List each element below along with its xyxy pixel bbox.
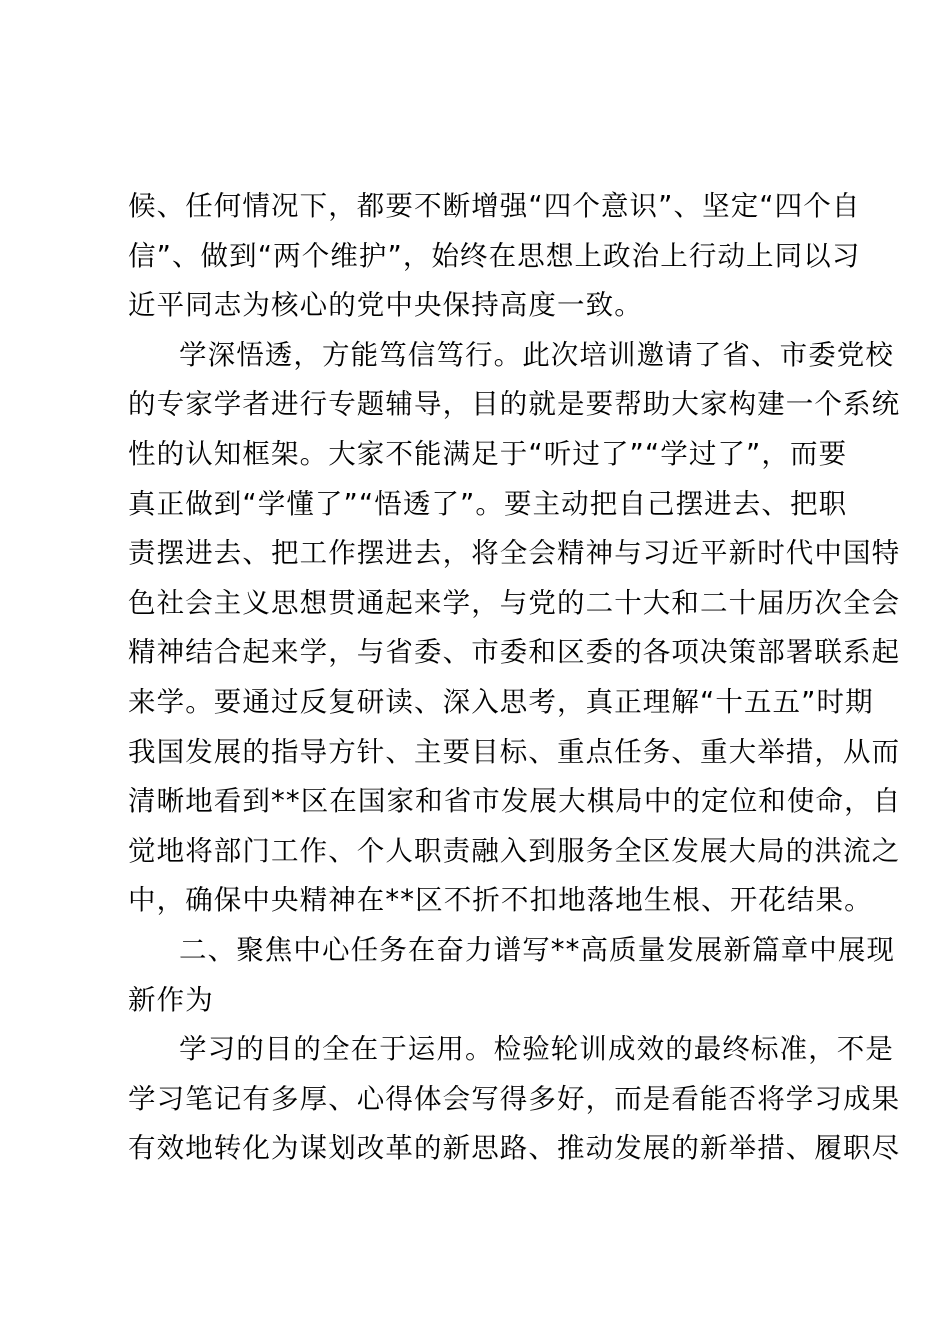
text-line: 清晰地看到**区在国家和省市发展大棋局中的定位和使命，自 xyxy=(128,785,902,818)
text-line: 候、任何情况下，都要不断增强“四个意识”、坚定“四个自 xyxy=(128,190,861,222)
text-line: 来学。要通过反复研读、深入思考，真正理解“十五五”时期 xyxy=(128,685,874,718)
text-line: 学习笔记有多厚、心得体会写得多好，而是看能否将学习成果 xyxy=(128,1082,901,1115)
paragraph-study-deeply xyxy=(128,331,902,926)
text-line: 近平同志为核心的党中央保持高度一致。 xyxy=(128,289,643,322)
text-line: 我国发展的指导方针、主要目标、重点任务、重大举措，从而 xyxy=(128,735,901,768)
text-line: 觉地将部门工作、个人职责融入到服务全区发展大局的洪流之 xyxy=(128,834,901,867)
text-line: 责摆进去、把工作摆进去，将全会精神与习近平新时代中国特 xyxy=(128,537,901,570)
text-line: 性的认知框架。大家不能满足于“听过了”“学过了”，而要 xyxy=(128,437,848,470)
text-line: 信”、做到“两个维护”，始终在思想上政治上行动上同以习 xyxy=(128,239,861,272)
text-line: 学习的目的全在于运用。检验轮训成效的最终标准，不是 xyxy=(179,1033,894,1066)
text-line: 色社会主义思想贯通起来学，与党的二十大和二十届历次全会 xyxy=(128,586,901,619)
text-line: 学深悟透，方能笃信笃行。此次培训邀请了省、市委党校 xyxy=(179,338,894,371)
text-line: 真正做到“学懂了”“悟透了”。要主动把自己摆进去、把职 xyxy=(128,487,848,520)
section-heading xyxy=(128,926,896,1025)
document-body xyxy=(128,182,902,1174)
text-line: 中，确保中央精神在**区不折不扣地落地生根、开花结果。 xyxy=(128,884,873,917)
paragraph-continuation xyxy=(128,182,861,331)
text-line: 有效地转化为谋划改革的新思路、推动发展的新举措、履职尽 xyxy=(128,1132,901,1165)
paragraph-application xyxy=(128,1025,901,1174)
heading-line: 二、聚焦中心任务在奋力谱写**高质量发展新篇章中展现 xyxy=(179,933,896,966)
heading-line: 新作为 xyxy=(128,983,214,1016)
text-line: 的专家学者进行专题辅导，目的就是要帮助大家构建一个系统 xyxy=(128,388,901,421)
text-line: 精神结合起来学，与省委、市委和区委的各项决策部署联系起 xyxy=(128,636,901,669)
